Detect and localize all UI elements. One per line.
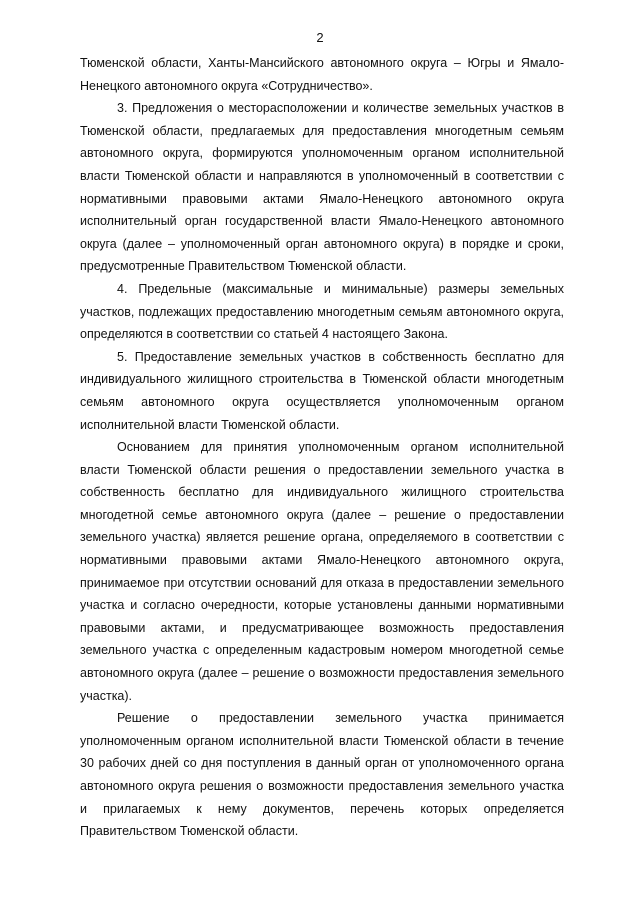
document-body bbox=[80, 52, 564, 843]
page-number: 2 bbox=[316, 30, 324, 45]
paragraph-continuation: Тюменской области, Ханты-Мансийского автономного округа – Югры и Ямало-Ненецкого автономного округа «Сотрудничество». bbox=[80, 56, 564, 93]
paragraph-decision: Решение о предоставлении земельного участка принимается уполномоченным органом исполнительной власти Тюменской области в течение 30 рабочих дней со дня поступления в данный орган от уполномоченного органа автономного округа решения о возможности предоставления земельного участка и прилагаемых к нему документов, перечень которых определяется Правительством Тюменской области. bbox=[80, 711, 564, 839]
paragraph-item-4: 4. Предельные (максимальные и минимальные) размеры земельных участков, подлежащих предоставлению многодетным семьям автономного округа, определяются в соответствии со статьей 4 настоящего Закона. bbox=[80, 281, 564, 342]
paragraph-item-5: 5. Предоставление земельных участков в собственность бесплатно для индивидуального жилищного строительства в Тюменской области многодетным семьям автономного округа осуществляется уполномоченным органом исполнительной власти Тюменской области. bbox=[80, 349, 564, 432]
paragraph-basis: Основанием для принятия уполномоченным органом исполнительной власти Тюменской области решения о предоставлении земельного участка в собственность бесплатно для индивидуального жилищного строительства многодетной семье автономного округа (далее – решение о предоставлении земельного участка) является решение органа, определяемого в соответствии с нормативными правовыми актами Ямало-Ненецкого автономного округа, принимаемое при отсутствии оснований для отказа в предоставлении земельного участка и согласно очередности, которые установлены данными нормативными правовыми актами, и предусматривающее возможность предоставления земельного участка с определенным кадастровым номером многодетной семье автономного округа (далее – решение о возможности предоставления земельного участка). bbox=[80, 440, 564, 703]
paragraph-item-3: 3. Предложения о месторасположении и количестве земельных участков в Тюменской области, предлагаемых для предоставления многодетным семьям автономного округа, формируются уполномоченным органом исполнительной власти Тюменской области и направляются в уполномоченный в соответствии с нормативными правовыми актами Ямало-Ненецкого автономного округа исполнительный орган государственной власти Ямало-Ненецкого автономного округа (далее – уполномоченный орган автономного округа) в порядке и сроки, предусмотренные Правительством Тюменской области. bbox=[80, 101, 564, 274]
